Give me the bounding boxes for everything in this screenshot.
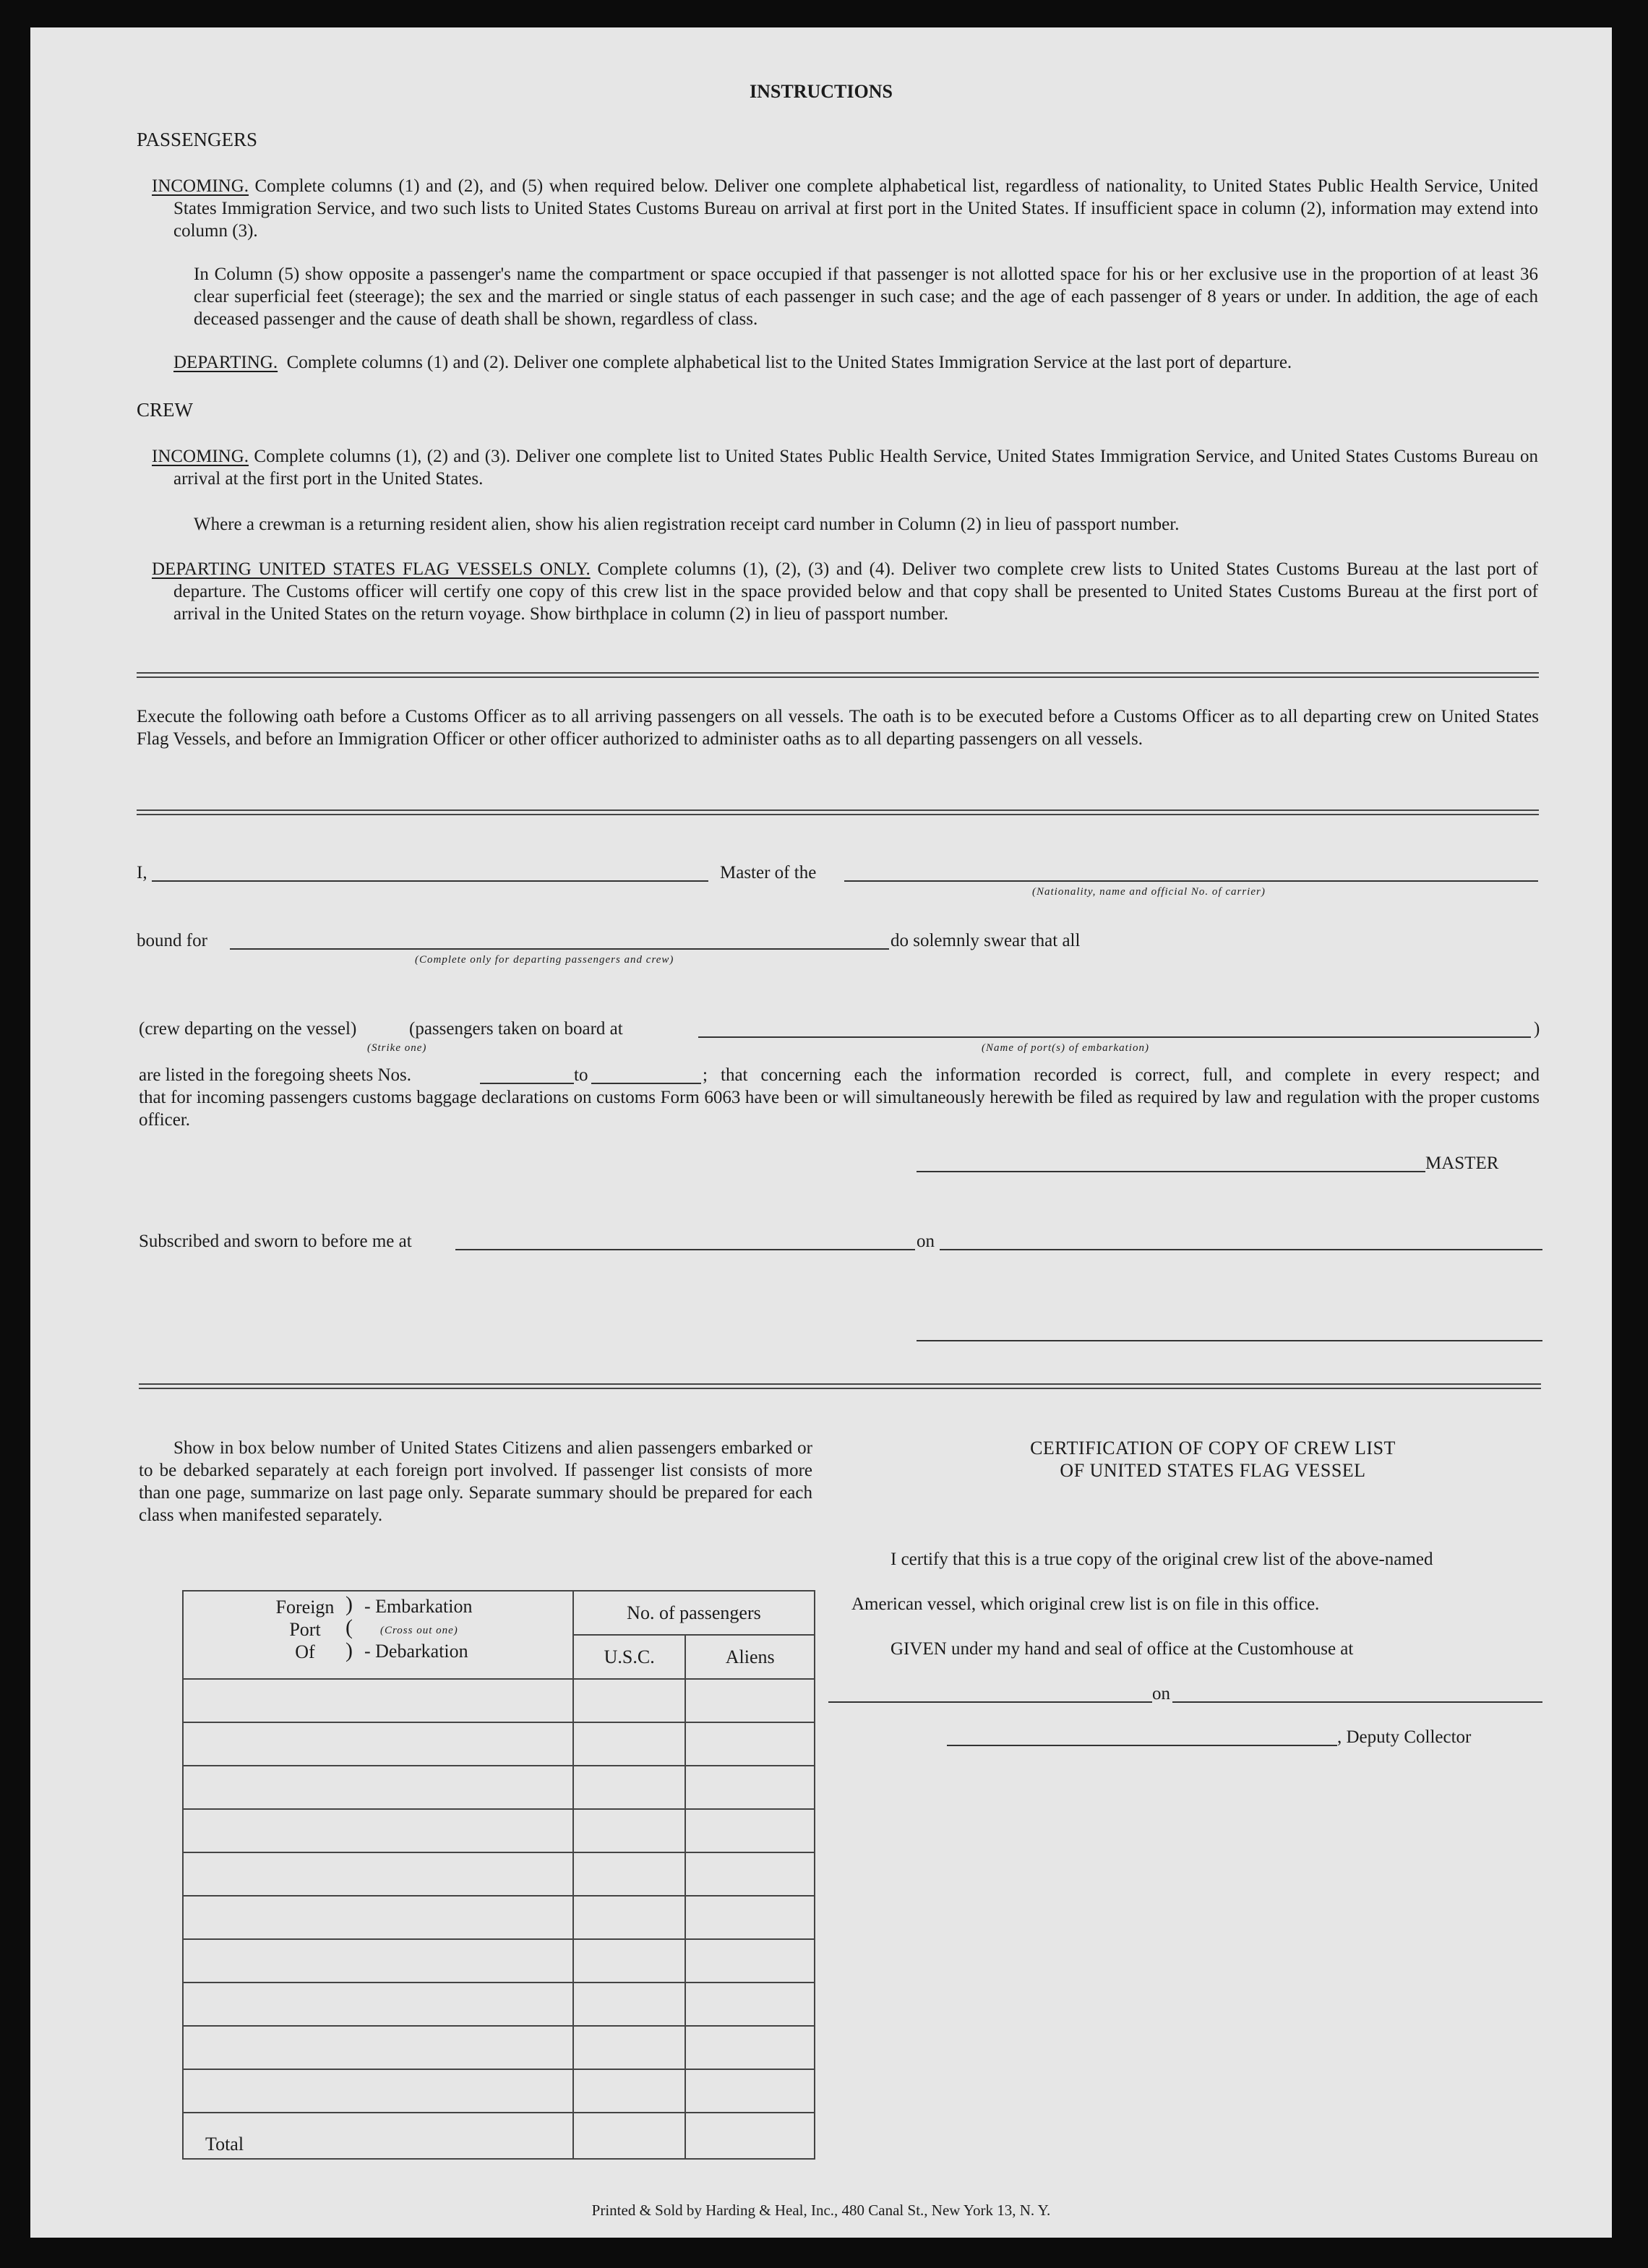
foreign-port-stack (270, 1596, 340, 1663)
port-cell[interactable] (183, 1983, 573, 2026)
port-cell[interactable] (183, 1809, 573, 1852)
passengers-taken-option: (passengers taken on board at (409, 1019, 623, 1039)
usc-cell[interactable] (573, 1852, 685, 1896)
no-of-passengers-header: No. of passengers (573, 1591, 815, 1635)
printer-footer: Printed & Sold by Harding & Heal, Inc., 480 Canal St., New York 13, N. Y. (591, 2202, 1051, 2219)
sheet-to-line[interactable] (591, 1083, 701, 1084)
aliens-cell[interactable] (685, 2026, 815, 2069)
closing-paren: ) (1534, 1019, 1540, 1039)
passengers-departing-paragraph (173, 351, 1540, 374)
aliens-cell[interactable] (685, 1766, 815, 1809)
aliens-total-cell[interactable] (685, 2113, 815, 2159)
aliens-cell[interactable] (685, 1809, 815, 1852)
bound-for-line[interactable] (230, 948, 889, 950)
certify-line1: I certify that this is a true copy of the original crew list of the above-named (890, 1550, 1433, 1569)
foreign-label: Foreign (275, 1597, 335, 1618)
summary-instructions: Show in box below number of United States Citizens and alien passengers embarked or to be debarked separately at each foreign port involved. If passenger list consists of more than one page, summarize on last page only. Separate summary should be prepared for each class when manifested separately. (139, 1438, 812, 1525)
passenger-summary-table (182, 1590, 815, 2160)
aliens-cell[interactable] (685, 1939, 815, 1983)
aliens-cell[interactable] (685, 1852, 815, 1896)
passengers-column5-paragraph: In Column (5) show opposite a passenger's name the compartment or space occupied if that passenger is not allotted space for his or her exclusive use in the proportion of at least 36 clear superficial feet (steerage); the sex and the married or single status of each passenger in such case; and the age of each passenger of 8 years or under. In addition, the age of each deceased passenger and the cause of death shall be shown, regardless of class. (194, 265, 1538, 329)
aliens-cell[interactable] (685, 1896, 815, 1939)
usc-cell[interactable] (573, 2026, 685, 2069)
carrier-line[interactable] (844, 880, 1538, 882)
aliens-cell[interactable] (685, 2069, 815, 2113)
separator-rule (137, 809, 1539, 815)
passengers-incoming-paragraph (152, 175, 1538, 242)
port-cell[interactable] (183, 1852, 573, 1896)
debarkation-label: - Debarkation (364, 1641, 468, 1662)
port-cell[interactable] (183, 2069, 573, 2113)
port-cell[interactable] (183, 1722, 573, 1766)
aliens-cell[interactable] (685, 1983, 815, 2026)
certification-date-line[interactable] (1172, 1701, 1542, 1703)
listed-prefix: are listed in the foregoing sheets Nos. (139, 1065, 411, 1085)
port-caption: (Name of port(s) of embarkation) (982, 1042, 1149, 1054)
crew-heading: CREW (137, 399, 193, 421)
port-cell[interactable] (183, 1896, 573, 1939)
listed-line2: that for incoming passengers customs baggage declarations on customs Form 6063 have been or will simultaneously herewith be filed as required by law and regulation with the proper customs officer. (139, 1088, 1540, 1130)
total-row (183, 2113, 815, 2159)
total-label: Total (183, 2113, 573, 2159)
usc-cell[interactable] (573, 1679, 685, 1722)
master-of-the-label: Master of the (720, 863, 817, 882)
table-row (183, 1679, 815, 1722)
crew-departing-paragraph (152, 558, 1538, 625)
usc-cell[interactable] (573, 1809, 685, 1852)
crew-departing-label: DEPARTING UNITED STATES FLAG VESSELS ONLY. (152, 559, 591, 579)
passengers-incoming-label: INCOMING. (152, 176, 249, 196)
separator-rule (137, 672, 1539, 678)
certification-title-line1: CERTIFICATION OF COPY OF CREW LIST (1030, 1438, 1396, 1459)
crew-incoming-label: INCOMING. (152, 447, 249, 466)
aliens-header: Aliens (685, 1635, 815, 1679)
usc-cell[interactable] (573, 1896, 685, 1939)
given-text: GIVEN under my hand and seal of office at the Customhouse at (890, 1639, 1354, 1659)
on-label: on (917, 1232, 935, 1251)
crew-resident-paragraph: Where a crewman is a returning resident alien, show his alien registration receipt card number in Column (2) in lieu of passport number. (194, 515, 1180, 534)
carrier-caption: (Nationality, name and official No. of carrier) (1032, 886, 1266, 898)
master-label: MASTER (1425, 1154, 1499, 1173)
separator-rule (139, 1383, 1541, 1389)
deputy-collector-label: , Deputy Collector (1337, 1727, 1472, 1747)
table-row (183, 1939, 815, 1983)
deputy-signature-line[interactable] (947, 1745, 1337, 1746)
to-label: to (574, 1065, 588, 1085)
crew-departing-text: Complete columns (1), (2), (3) and (4). Deliver two complete crew lists to United States Customs Bureau at the last port of departure. The Customs officer will certify one copy of this crew list in the space provided below and that copy shall be presented to United States Customs Bureau at the first port of arrival in the United States on the return voyage. Show birthplace in column (2) in lieu of passport number. (173, 559, 1538, 624)
table-row (183, 1983, 815, 2026)
usc-cell[interactable] (573, 1766, 685, 1809)
swear-text: do solemnly swear that all (890, 931, 1081, 950)
certification-title (880, 1437, 1545, 1482)
bound-for-label: bound for (137, 931, 207, 950)
certification-title-line2: OF UNITED STATES FLAG VESSEL (1060, 1460, 1366, 1481)
table-row (183, 2026, 815, 2069)
crew-incoming-text: Complete columns (1), (2) and (3). Deliver one complete list to United States Public Health Service, United States Immigration Service, and United States Customs Bureau on arrival at the first port in the United States. (173, 447, 1538, 489)
customhouse-line[interactable] (828, 1701, 1152, 1703)
oath-i-label: I, (137, 863, 147, 882)
master-signature-line[interactable] (917, 1171, 1425, 1172)
table-row (183, 1766, 815, 1809)
table-row (183, 1852, 815, 1896)
sheet-from-line[interactable] (480, 1083, 574, 1084)
crew-incoming-paragraph (152, 445, 1538, 490)
port-cell[interactable] (183, 1766, 573, 1809)
table-row (183, 2069, 815, 2113)
certify-line2: American vessel, which original crew list is on file in this office. (851, 1594, 1320, 1614)
aliens-cell[interactable] (685, 1679, 815, 1722)
usc-cell[interactable] (573, 2069, 685, 2113)
table-row (183, 1809, 815, 1852)
brace-icon: ) ( ) (346, 1592, 353, 1662)
listed-rest: ; that concerning each the information recorded is correct, full, and complete in every respect; and (703, 1065, 1540, 1085)
embarkation-port-line[interactable] (698, 1036, 1531, 1038)
embarkation-label: - Embarkation (364, 1596, 473, 1617)
officer-signature-line[interactable] (917, 1340, 1542, 1341)
bound-caption: (Complete only for departing passengers and crew) (415, 954, 674, 966)
oath-intro: Execute the following oath before a Customs Officer as to all arriving passengers on all vessels. The oath is to be executed before a Customs Officer as to all departing crew on United States Flag Vessels, and before an Immigration Officer or other officer authorized to administer oaths as to all departing passengers on all vessels. (137, 707, 1539, 749)
aliens-cell[interactable] (685, 1722, 815, 1766)
sworn-place-line[interactable] (455, 1249, 915, 1250)
sworn-date-line[interactable] (940, 1249, 1542, 1250)
usc-total-cell[interactable] (573, 2113, 685, 2159)
of-label: Of (295, 1641, 315, 1662)
port-cell[interactable] (183, 1679, 573, 1722)
crew-departing-option: (crew departing on the vessel) (139, 1019, 357, 1039)
usc-header: U.S.C. (573, 1635, 685, 1679)
foreign-port-header (183, 1591, 573, 1679)
usc-cell[interactable] (573, 1722, 685, 1766)
subscribed-label: Subscribed and sworn to before me at (139, 1232, 412, 1251)
cross-out-caption: (Cross out one) (380, 1625, 458, 1636)
passengers-departing-label: DEPARTING. (173, 353, 278, 372)
usc-cell[interactable] (573, 1939, 685, 1983)
table-row (183, 1896, 815, 1939)
passengers-incoming-text: Complete columns (1) and (2), and (5) when required below. Deliver one complete alphabetical list, regardless of nationality, to United States Public Health Service, United States Immigration Service, and two such lists to United States Customs Bureau on arrival at first port in the United States. If insufficient space in column (2), information may extend into column (3). (173, 176, 1538, 241)
name-line[interactable] (152, 880, 708, 882)
strike-one-caption: (Strike one) (367, 1042, 427, 1054)
certification-on-label: on (1152, 1684, 1170, 1704)
table-row (183, 1722, 815, 1766)
port-label: Port (289, 1619, 321, 1640)
port-cell[interactable] (183, 1939, 573, 1983)
usc-cell[interactable] (573, 1983, 685, 2026)
passengers-departing-text: Complete columns (1) and (2). Deliver one complete alphabetical list to the United States Immigration Service at the last port of departure. (286, 353, 1292, 372)
form-sheet (30, 27, 1612, 2238)
passengers-heading: PASSENGERS (137, 129, 258, 150)
instructions-title: INSTRUCTIONS (750, 81, 893, 102)
port-cell[interactable] (183, 2026, 573, 2069)
